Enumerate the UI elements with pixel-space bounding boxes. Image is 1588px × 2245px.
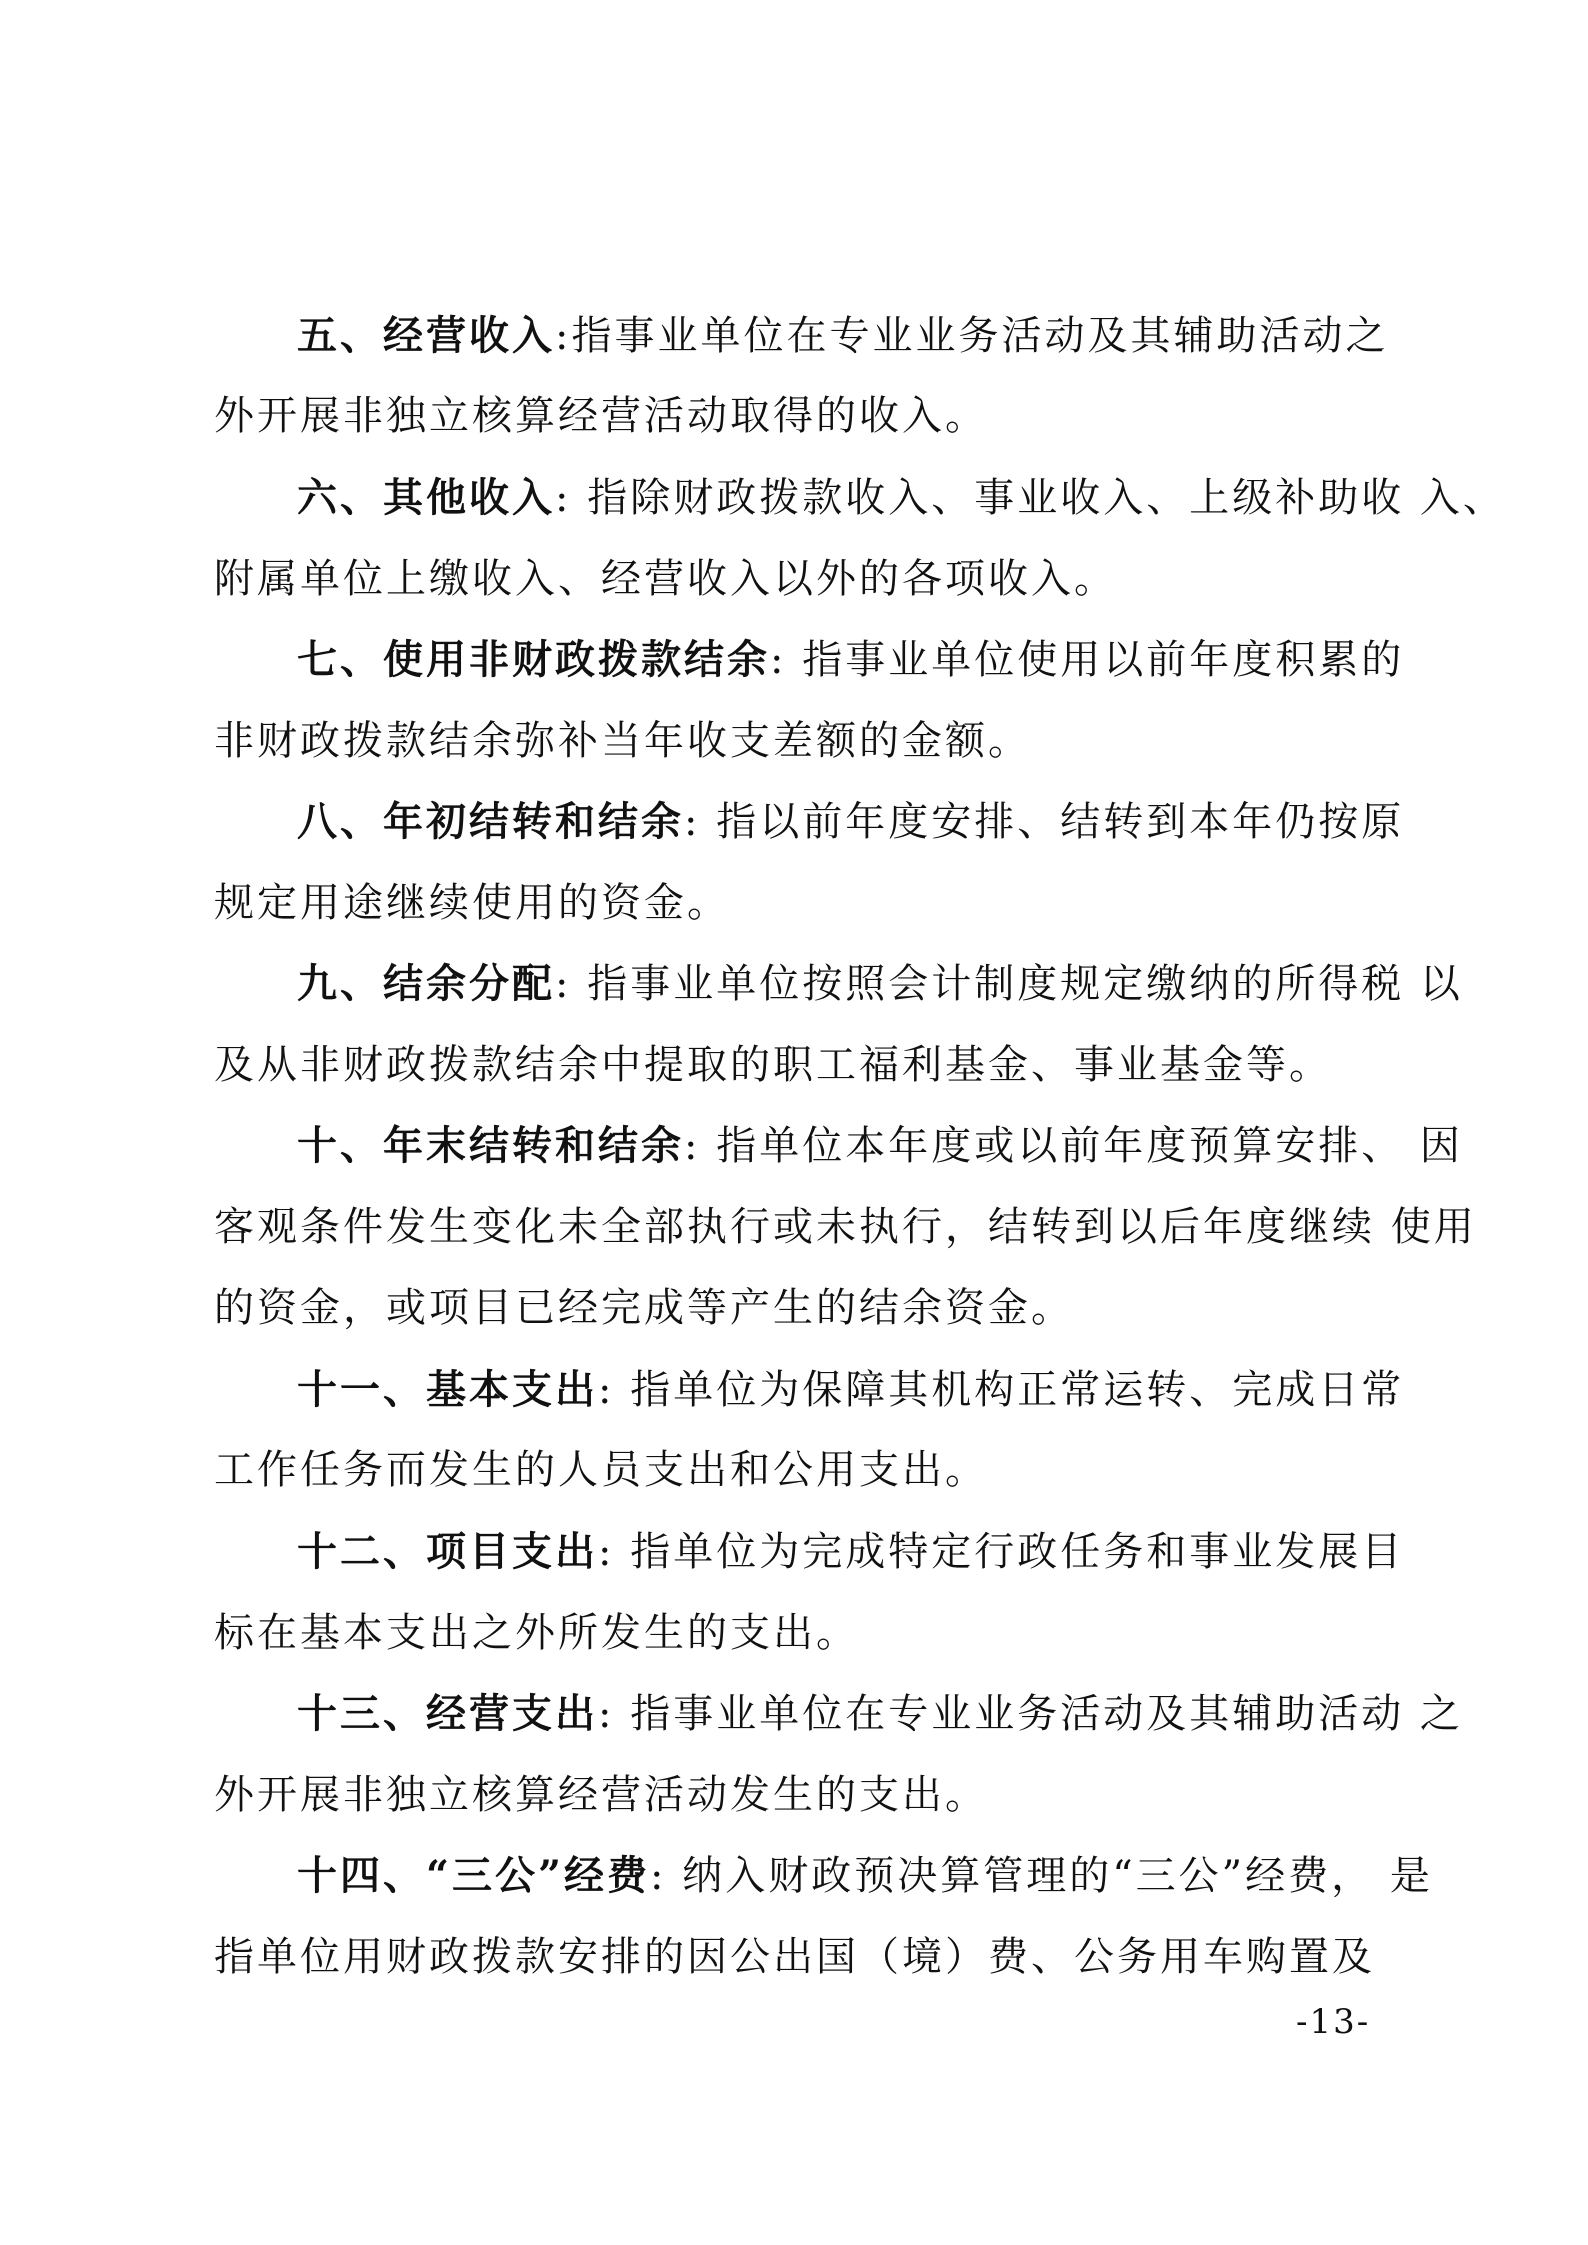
term-heading: 八、年初结转和结余 bbox=[297, 798, 684, 845]
paragraph-line bbox=[297, 1528, 1404, 1576]
term-heading: 六、其他收入 bbox=[297, 474, 555, 521]
paragraph-text: 工作任务而发生的人员支出和公用支出。 bbox=[214, 1447, 988, 1493]
term-separator: : bbox=[555, 475, 572, 521]
term-separator: : bbox=[598, 1367, 615, 1413]
paragraph-text: 指单位本年度或以前年度预算安排、 因 bbox=[700, 1123, 1463, 1169]
paragraph-text: 非财政拨款结余弥补当年收支差额的金额。 bbox=[214, 718, 1031, 764]
paragraph-line bbox=[297, 1690, 1463, 1738]
paragraph-line bbox=[214, 1771, 988, 1819]
paragraph-text: 的资金，或项目已经完成等产生的结余资金。 bbox=[214, 1285, 1074, 1331]
term-separator: : bbox=[555, 313, 572, 359]
paragraph-text: 指除财政拨款收入、事业收入、上级补助收 入、 bbox=[571, 475, 1506, 521]
term-heading: 五、经营收入 bbox=[297, 312, 555, 359]
paragraph-line bbox=[214, 1041, 1332, 1089]
paragraph-text: 指事业单位使用以前年度积累的 bbox=[786, 637, 1405, 683]
term-separator: : bbox=[555, 961, 572, 1007]
paragraph-line bbox=[297, 1122, 1463, 1170]
paragraph-line bbox=[297, 1366, 1404, 1414]
term-heading: 十三、经营支出 bbox=[297, 1690, 598, 1737]
paragraph-line bbox=[297, 960, 1463, 1008]
term-separator: : bbox=[598, 1691, 615, 1737]
paragraph-line bbox=[297, 474, 1506, 522]
term-heading: 七、使用非财政拨款结余 bbox=[297, 636, 770, 683]
paragraph-line bbox=[214, 1446, 988, 1494]
paragraph-text: 指单位用财政拨款安排的因公出国（境）费、公务用车购置及 bbox=[214, 1934, 1375, 1980]
term-separator: : bbox=[684, 799, 701, 845]
paragraph-line bbox=[214, 717, 1031, 765]
paragraph-text: 指以前年度安排、结转到本年仍按原 bbox=[700, 799, 1405, 845]
paragraph-line bbox=[214, 1203, 1477, 1251]
paragraph-text: 附属单位上缴收入、经营收入以外的各项收入。 bbox=[214, 556, 1117, 602]
paragraph-line bbox=[214, 555, 1117, 603]
paragraph-text: 标在基本支出之外所发生的支出。 bbox=[214, 1610, 859, 1656]
paragraph-line bbox=[214, 1933, 1375, 1981]
term-heading: 十一、基本支出 bbox=[297, 1366, 598, 1413]
paragraph-text: 指事业单位在专业业务活动及其辅助活动 之 bbox=[614, 1691, 1463, 1737]
paragraph-text: 纳入财政预决算管理的“三公”经费， 是 bbox=[666, 1853, 1433, 1899]
paragraph-text: 外开展非独立核算经营活动取得的收入。 bbox=[214, 393, 988, 439]
term-heading: 十四、“三公”经费 bbox=[297, 1852, 651, 1899]
paragraph-text: 指事业单位在专业业务活动及其辅助活动之 bbox=[571, 313, 1389, 359]
paragraph-text: 指单位为完成特定行政任务和事业发展目 bbox=[614, 1529, 1405, 1575]
paragraph-line bbox=[214, 1609, 859, 1657]
paragraph-line bbox=[214, 879, 730, 927]
term-separator: : bbox=[650, 1853, 667, 1899]
term-heading: 十二、项目支出 bbox=[297, 1528, 598, 1575]
paragraph-line bbox=[214, 1284, 1074, 1332]
paragraph-text: 规定用途继续使用的资金。 bbox=[214, 880, 730, 926]
paragraph-text: 客观条件发生变化未全部执行或未执行，结转到以后年度继续 使用 bbox=[214, 1204, 1477, 1250]
paragraph-text: 指单位为保障其机构正常运转、完成日常 bbox=[614, 1367, 1405, 1413]
page-number: -13- bbox=[1296, 2002, 1371, 2042]
term-separator: : bbox=[770, 637, 787, 683]
term-separator: : bbox=[684, 1123, 701, 1169]
paragraph-line bbox=[297, 312, 1388, 360]
term-heading: 九、结余分配 bbox=[297, 960, 555, 1007]
paragraph-text: 外开展非独立核算经营活动发生的支出。 bbox=[214, 1772, 988, 1818]
term-separator: : bbox=[598, 1529, 615, 1575]
term-heading: 十、年末结转和结余 bbox=[297, 1122, 684, 1169]
paragraph-line bbox=[297, 798, 1404, 846]
paragraph-text: 指事业单位按照会计制度规定缴纳的所得税 以 bbox=[571, 961, 1463, 1007]
paragraph-line bbox=[214, 392, 988, 440]
paragraph-line bbox=[297, 1852, 1433, 1900]
paragraph-text: 及从非财政拨款结余中提取的职工福利基金、事业基金等。 bbox=[214, 1042, 1332, 1088]
paragraph-line bbox=[297, 636, 1404, 684]
